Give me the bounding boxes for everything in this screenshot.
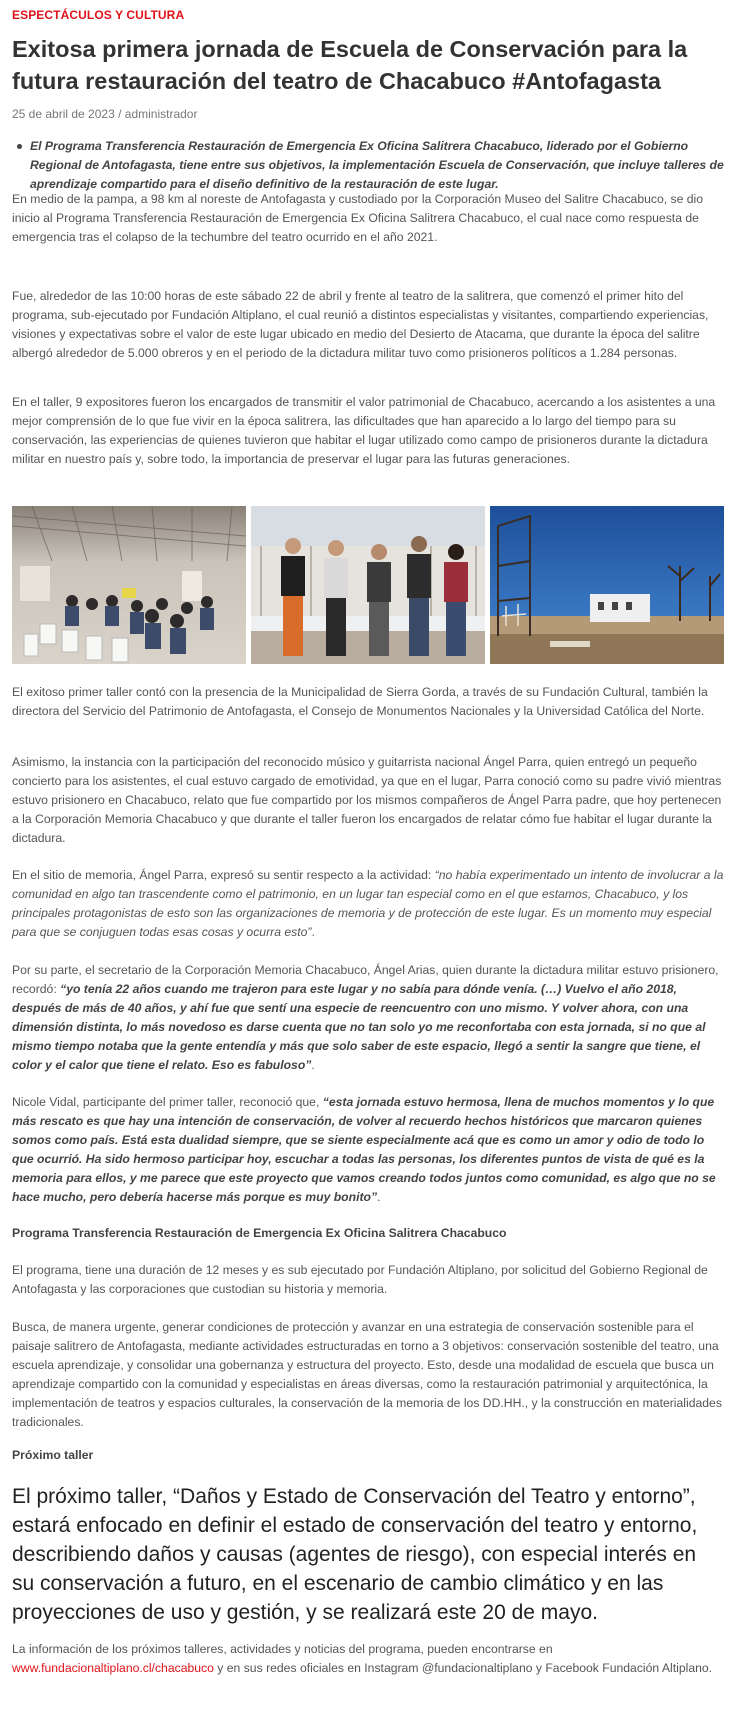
fundacion-altiplano-link[interactable]: www.fundacionaltiplano.cl/chacabuco [12,1661,214,1675]
heading-next-workshop: Próximo taller [12,1448,94,1462]
paragraph-11 [12,1640,724,1678]
category-link[interactable]: ESPECTÁCULOS Y CULTURA [12,8,185,22]
paragraph-6-end: . [311,925,315,939]
heading-program: Programa Transferencia Restauración de Emergencia Ex Oficina Salitrera Chacabuco [12,1226,507,1240]
paragraph-7-intro: Por su parte, el secretario de la Corporación Memoria Chacabuco, Ángel Arias, quien durante la dictadura militar estuvo prisionero, recordó: [12,963,719,996]
paragraph-1: En medio de la pampa, a 98 km al noreste de Antofagasta y custodiado por la Corporación Museo del Salitre Chacabuco, se dio inicio al Programa Transferencia Restauración de Emergencia Ex Oficina Salitrera Chacabuco, el cual nace como respuesta de emergencia tras el colapso de la techumbre del teatro ocurrido en el año 2021. [12,192,704,244]
paragraph-7 [12,961,724,1075]
article-lede: El Programa Transferencia Restauración de Emergencia Ex Oficina Salitrera Chacabuco, liderado por el Gobierno Regional de Antofagasta, tiene entre sus objetivos, la implementación Escuela de Conservación, que incluye talleres de aprendizaje compartido para el diseño definitivo de la restauración de este lugar. [30,137,726,194]
paragraph-6-intro: En el sitio de memoria, Ángel Parra, expresó su sentir respecto a la actividad: [12,868,435,882]
paragraph-5: Asimismo, la instancia con la participación del reconocido músico y guitarrista nacional Ángel Parra, quien entregó un pequeño concierto para los asistentes, el cual estuvo cargado de emotividad, ya que en el lugar, Parra conoció como su padre vivió mientras estuvo prisionero en Chacabuco, relato que fue compartido por los mismos compañeros de Ángel Parra padre, que hoy pertenecen a la Corporación Memoria Chacabuco y que durante el taller fueron los encargados de relatar cómo fue habitar el lugar durante la dictadura. [12,755,722,845]
paragraph-6 [12,866,724,942]
paragraph-3: En el taller, 9 expositores fueron los encargados de transmitir el valor patrimonial de Chacabuco, acercando a los asistentes a una mejor comprensión de lo que fue vivir en la época salitrera, las dificultades que han aparecido a lo largo del tiempo para su conservación, las experiencias de quienes tuvieron que habitar el lugar utilizado como campo de prisioneros durante la dictadura militar en nuestro país y, sobre todo, la importancia de preservar el lugar para las futuras generaciones. [12,395,716,466]
next-workshop-announcement: El próximo taller, “Daños y Estado de Conservación del Teatro y entorno”, estará enfocado en definir el estado de conservación del teatro y entorno, describiendo daños y causas (agentes de riesgo), con especial interés en su conservación a futuro, en el escenario de cambio climático y en las proyecciones de uso y gestión, y se realizará este 20 de mayo. [12,1485,698,1624]
paragraph-11-end: y en sus redes oficiales en Instagram @fundacionaltiplano y Facebook Fundación Altiplano. [213,1661,713,1675]
quote-nicole-vidal: “esta jornada estuvo hermosa, llena de muchos momentos y lo que más rescato es que hay una intención de conservación, de volver al recuerdo hechos históricos que marcaron quienes somos como país. Está esta dualidad siempre, que se siente especialmente acá que es como un amor y odio de todo lo que ocurrió. Ha sido hermoso participar hoy, escuchar a todas las personas, los diferentes puntos de vista de qué es la memoria para ellos, y me parece que este proyecto que vamos creando todos juntos como comunidad, es algo que no se hace mucho, pero debería hacerse más porque es muy bonito” [12,1095,716,1204]
quote-angel-arias: “yo tenía 22 años cuando me trajeron para este lugar y no sabía para dónde venía. (…) Vuelvo el año 2018, después de más de 40 años, y ahí fue que sentí una especie de reencuentro con uno mismo. Y volver ahora, con una dimensión distinta, lo más novedoso es darse cuenta que no tan solo yo me reconfortaba con esta jornada, si no que al mismo tiempo notaba que la gente entendía y más que solo saber de este espacio, llegó a sentir la sangre que tiene, el color y el calor que tiene el relato. Eso es fabuloso” [12,982,706,1072]
paragraph-2: Fue, alrededor de las 10:00 horas de este sábado 22 de abril y frente al teatro de la salitrera, que comenzó el primer hito del programa, sub-ejecutado por Fundación Altiplano, el cual reunió a distintos especialistas y visitantes, compartiendo experiencias, visiones y expectativas sobre el valor de este lugar ubicado en medio del Desierto de Atacama, que durante la época del salitre albergó alrededor de 5.000 obreros y en el periodo de la dictadura militar tuvo como prisioneros políticos a 1.284 personas. [12,289,709,360]
article-title: Exitosa primera jornada de Escuela de Conservación para la futura restauración del teatro de Chacabuco #Antofagasta [12,36,688,94]
paragraph-8-end: . [377,1190,381,1204]
gallery-photo-audience[interactable] [12,506,246,664]
paragraph-4: El exitoso primer taller contó con la presencia de la Municipalidad de Sierra Gorda, a través de su Fundación Cultural, también la directora del Servicio del Patrimonio de Antofagasta, el Consejo de Monumentos Nacionales y la Universidad Católica del Norte. [12,685,708,718]
author-link[interactable]: administrador [124,107,198,121]
meta-separator: / [114,107,125,121]
paragraph-7-end: . [311,1058,315,1072]
gallery-photo-group[interactable] [251,506,485,664]
gallery-photo-landscape[interactable] [490,506,724,664]
quote-angel-parra: “no había experimentado un intento de involucrar a la comunidad en algo tan trascendente como el patrimonio, en un lugar tan especial como en el que estamos, Chacabuco, y los principales protagonistas de esto son las organizaciones de memoria y de protección de este lugar. Es un momento muy especial para que se conjuguen todas esas cosas y ocurra esto” [12,868,724,939]
paragraph-8-intro: Nicole Vidal, participante del primer taller, reconoció que, [12,1095,323,1109]
paragraph-11-intro: La información de los próximos talleres, actividades y noticias del programa, pueden encontrarse en [12,1642,553,1656]
article-meta [12,107,197,121]
paragraph-8 [12,1093,724,1207]
article-date: 25 de abril de 2023 [12,107,115,121]
paragraph-10: Busca, de manera urgente, generar condiciones de protección y avanzar en una estrategia de conservación sostenible para el paisaje salitrero de Antofagasta, mediante actividades estructuradas en torno a 3 objetivos: conservación sostenible del teatro, una escuela aprendizaje, y consolidar una gobernanza y estructura del proyecto. Esto, desde una modalidad de escuela que busca un aprendizaje compartido con la comunidad y especialistas en áreas diversas, como la restauración patrimonial y arquitectónica, la implementación de teatros y espacios culturales, la conservación de la memoria de los DD.HH., y la construcción en materialidades tradicionales. [12,1320,722,1429]
paragraph-9: El programa, tiene una duración de 12 meses y es sub ejecutado por Fundación Altiplano, por solicitud del Gobierno Regional de Antofagasta y las corporaciones que custodian su historia y memoria. [12,1263,708,1296]
